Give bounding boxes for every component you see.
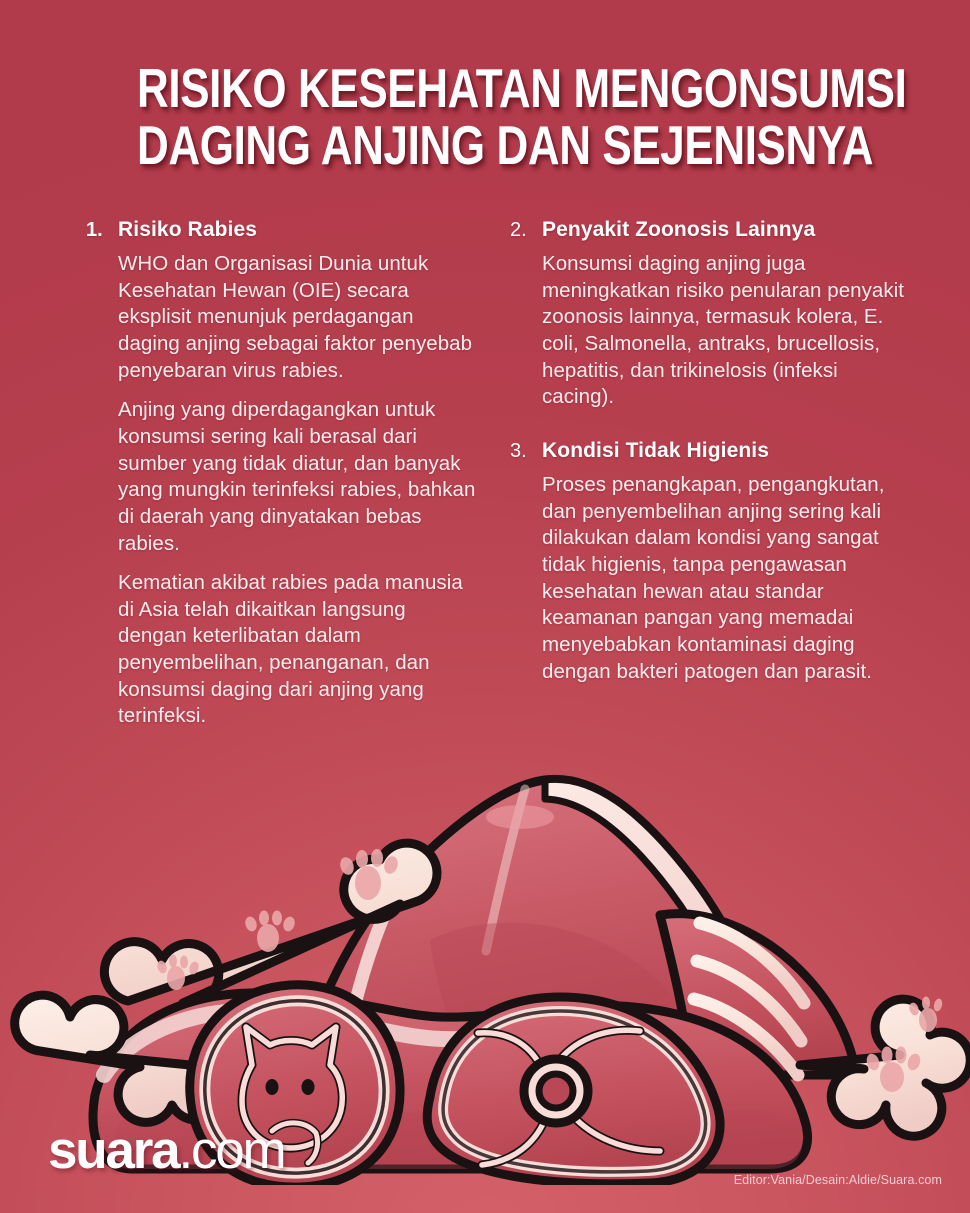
- list-item-3-body: [510, 472, 910, 685]
- list-item-2-heading: Penyakit Zoonosis Lainnya: [542, 218, 816, 241]
- list-item-1-paragraph-1: WHO dan Organisasi Dunia untuk Kesehatan Hewan (OIE) secara eksplisit menunjuk perdagangan daging anjing sebagai faktor penyebab penyebaran virus rabies.: [118, 252, 473, 382]
- title-line-1: RISIKO KESEHATAN MENGONSUMSI: [137, 57, 907, 119]
- right-column: [510, 218, 910, 730]
- list-item-3-number: 3.: [510, 439, 527, 462]
- list-item-3-header: [510, 439, 910, 463]
- cat-eye-left: [266, 1079, 279, 1095]
- credit-line: Editor:Vania/Desain:Aldie/Suara.com: [733, 1173, 942, 1187]
- list-item-1-paragraph-3: Kematian akibat rabies pada manusia di Asia telah dikaitkan langsung dengan keterlibatan dalam penyembelihan, penanganan, dan konsumsi daging dari anjing yang terinfeksi.: [118, 571, 463, 728]
- list-item-3: [510, 439, 910, 685]
- logo-tld: .com: [178, 1121, 285, 1180]
- list-item-1-body: [86, 251, 480, 730]
- list-item-1: [86, 218, 480, 730]
- content-columns: [0, 218, 970, 730]
- page-title: [0, 57, 970, 177]
- list-item-2-header: [510, 218, 910, 242]
- bone-marrow: [539, 1074, 573, 1108]
- list-item-2-number: 2.: [510, 219, 527, 241]
- list-item-1-header: [86, 218, 480, 242]
- list-item-1-paragraph-2: Anjing yang diperdagangkan untuk konsumsi sering kali berasal dari sumber yang tidak diatur, dan banyak yang mungkin terinfeksi rabies, bahkan di daerah yang dinyatakan bebas rabies.: [118, 398, 476, 555]
- list-item-2-paragraph-1: Konsumsi daging anjing juga meningkatkan risiko penularan penyakit zoonosis lainnya, termasuk kolera, E. coli, Salmonella, antraks, brucellosis, hepatitis, dan trikinelosis (infeksi cacing).: [542, 252, 905, 409]
- left-column: [86, 218, 480, 730]
- logo-word: suara: [48, 1121, 179, 1180]
- suara-logo[interactable]: [48, 1121, 285, 1180]
- list-item-2: [510, 218, 910, 411]
- list-item-2-body: [510, 251, 910, 411]
- list-item-1-heading: Risiko Rabies: [118, 218, 258, 241]
- list-item-3-heading: Kondisi Tidak Higienis: [542, 438, 770, 462]
- cat-eye-right: [302, 1079, 315, 1095]
- list-item-1-number: 1.: [86, 219, 103, 241]
- title-line-2: DAGING ANJING DAN SEJENISNYA: [137, 114, 874, 177]
- list-item-3-paragraph-1: Proses penangkapan, pengangkutan, dan penyembelihan anjing sering kali dilakukan dalam kondisi yang sangat tidak higienis, tanpa pengawasan kesehatan hewan atau standar keamanan pangan yang memadai menyebabkan kontaminasi daging dengan bakteri patogen dan parasit.: [542, 473, 885, 683]
